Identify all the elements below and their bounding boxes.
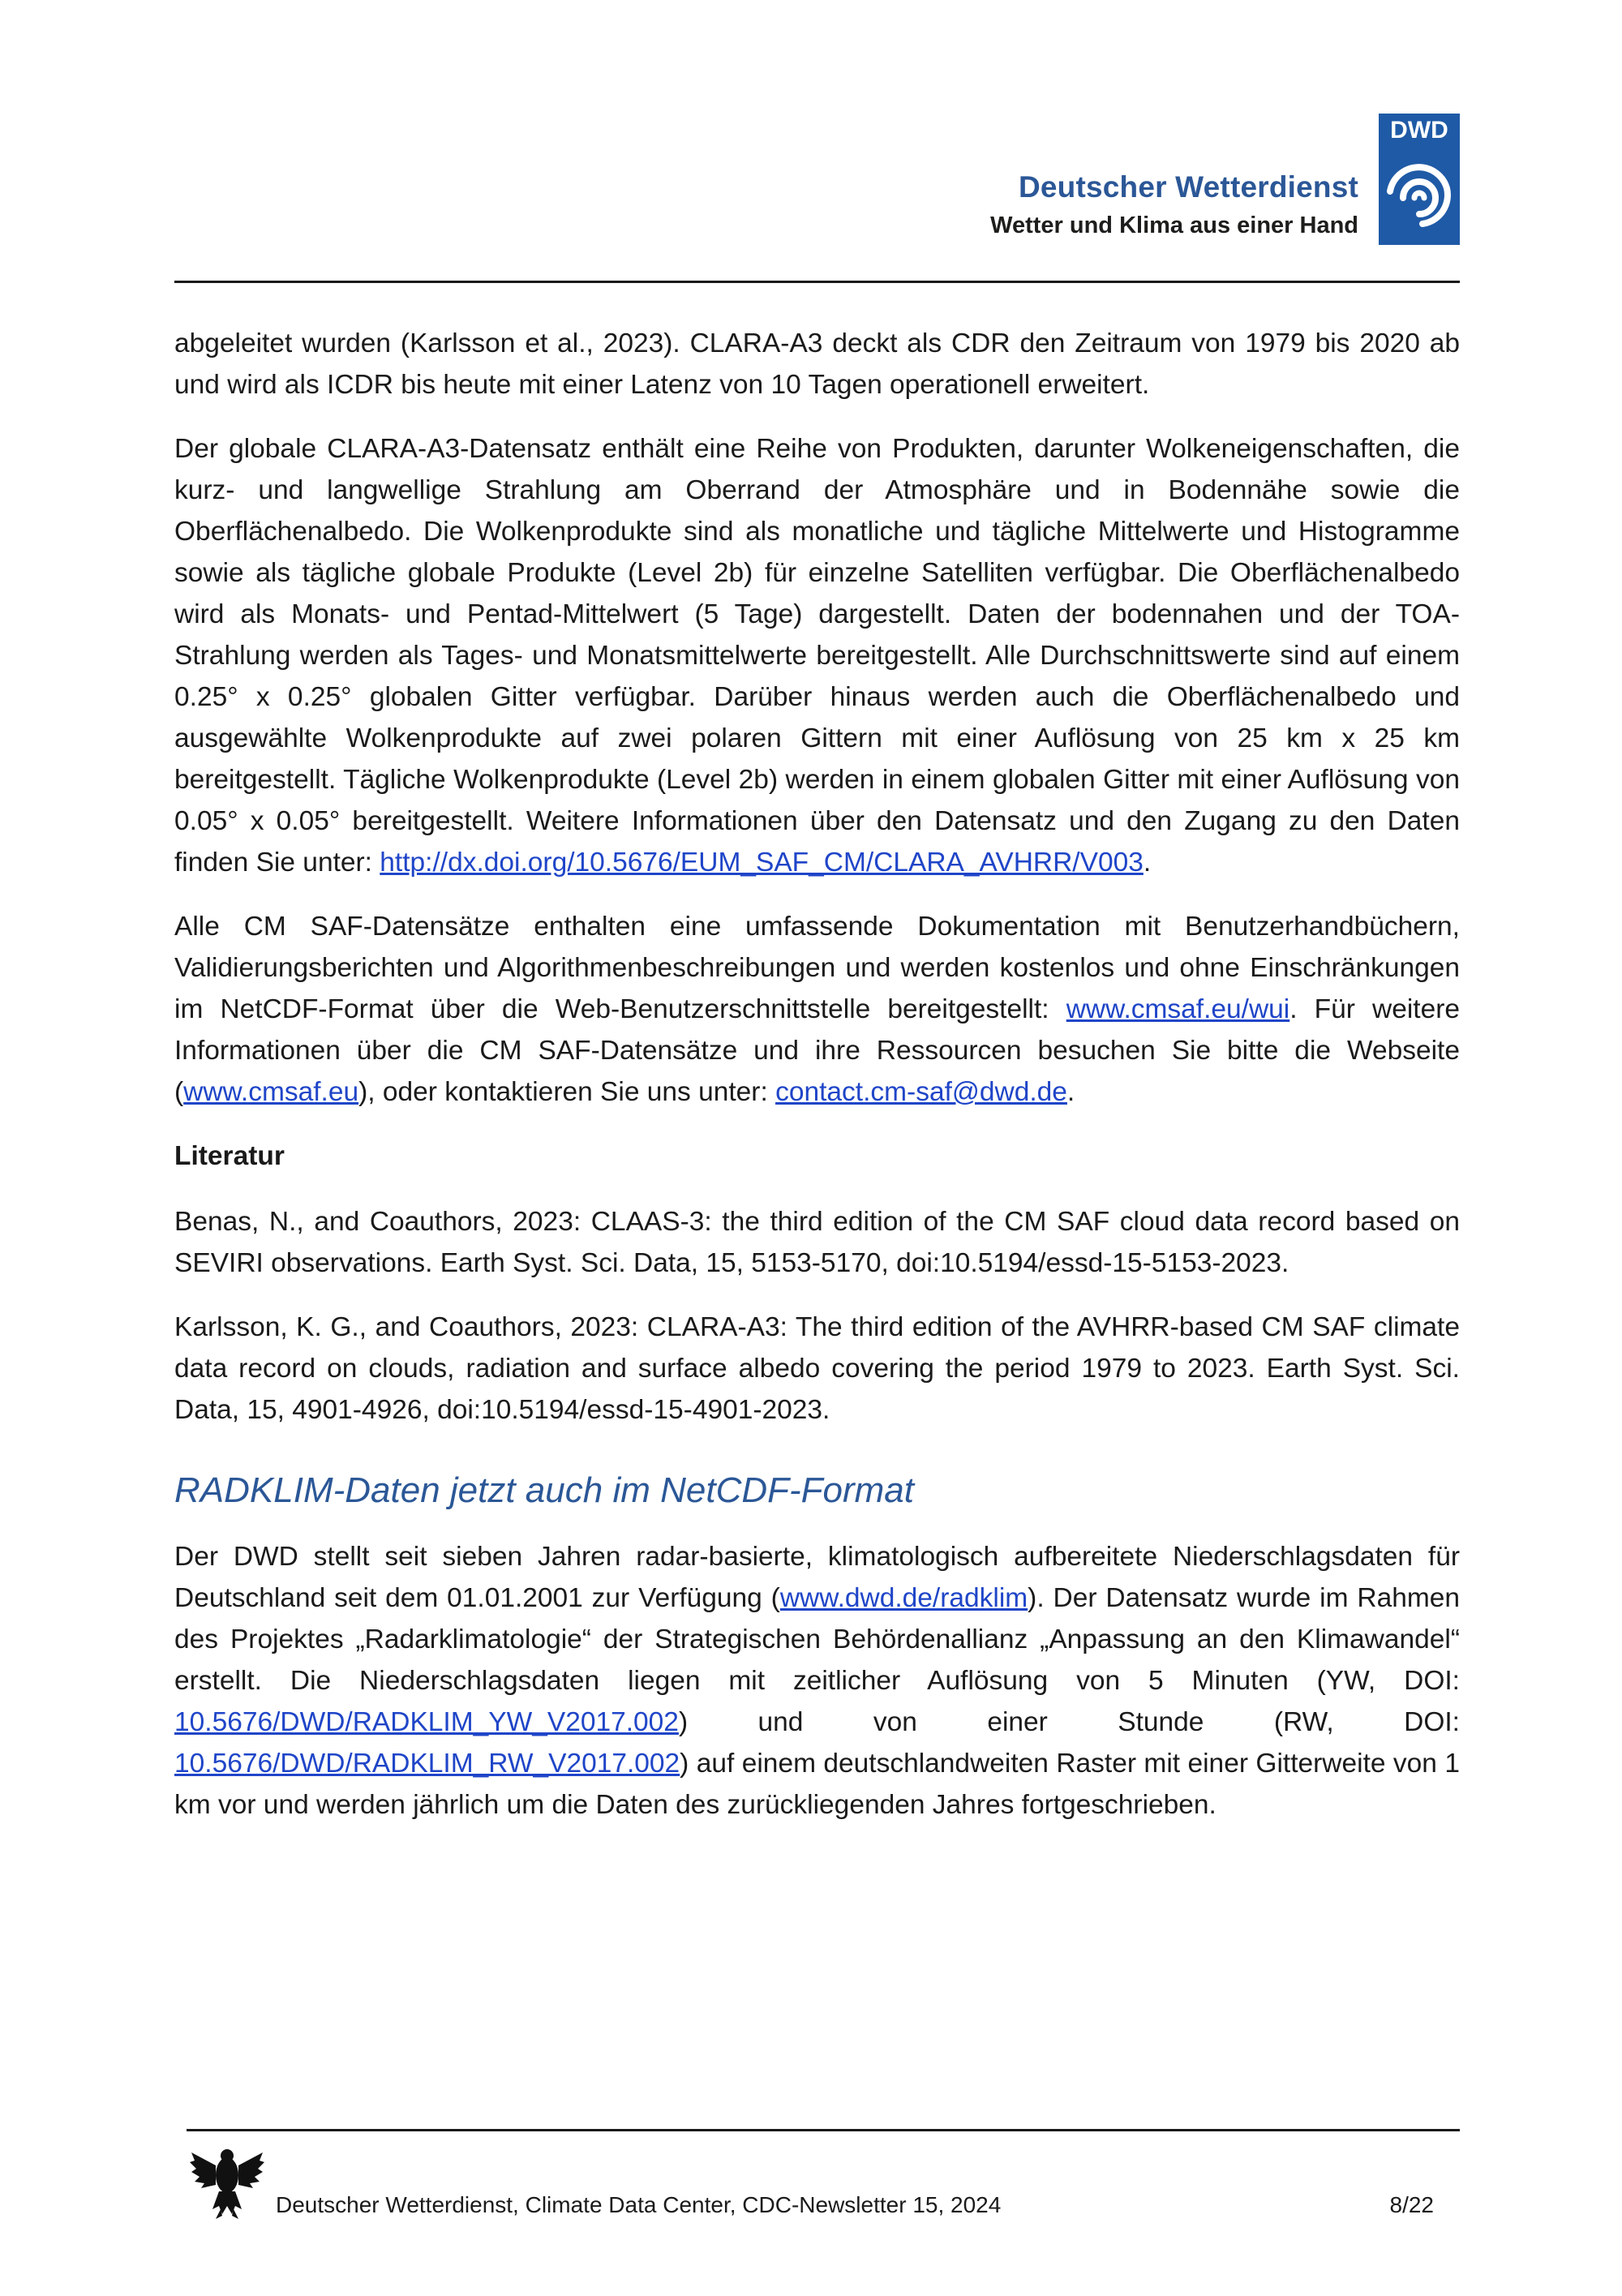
- cmsaf-wui-link[interactable]: www.cmsaf.eu/wui: [1066, 994, 1290, 1024]
- paragraph-text: Der globale CLARA-A3-Datensatz enthält eine Reihe von Produkten, darunter Wolkeneigenschaften, die kurz- und langwellige Strahlung am Oberrand der Atmosphäre und in Bodennähe sowie die Oberflächenalbedo. Die Wolkenprodukte sind als monatliche und tägliche Mittelwerte und Histogramme sowie als tägliche globale Produkte (Level 2b) für einzelne Satelliten verfügbar. Die Oberflächenalbedo wird als Monats- und Pentad-Mittelwert (5 Tage) dargestellt. Daten der bodennahen und der TOA-Strahlung werden als Tages- und Monatsmittelwerte bereitgestellt. Alle Durchschnittswerte sind auf einem 0.25° x 0.25° globalen Gitter verfügbar. Darüber hinaus werden auch die Oberflächenalbedo und ausgewählte Wolkenprodukte auf zwei polaren Gittern mit einer Auflösung von 25 km x 25 km bereitgestellt. Tägliche Wolkenprodukte (Level 2b) werden in einem globalen Gitter mit einer Auflösung von 0.05° x 0.05° bereitgestellt. Weitere Informationen über den Datensatz und den Zugang zu den Daten finden Sie unter:: [174, 434, 1460, 878]
- radklim-rw-doi-link[interactable]: 10.5676/DWD/RADKLIM_RW_V2017.002: [174, 1749, 680, 1779]
- contact-email-link[interactable]: contact.cm-saf@dwd.de: [775, 1077, 1067, 1107]
- header-divider: [174, 281, 1460, 283]
- paragraph-text: Alle CM SAF-Datensätze enthalten eine umfassende Dokumentation mit Benutzerhandbüchern, Validierungsberichten und Algorithmenbeschreibungen und werden kostenlos und ohne Einschränkungen im NetCDF-Format über die Web-Benutzerschnittstelle bereitgestellt:: [174, 912, 1460, 1024]
- paragraph-end: .: [1066, 1077, 1075, 1107]
- paragraph-text: ). Der Datensatz wurde im Rahmen des Projektes „Radarklimatologie“ der Strategischen Behördenallianz „Anpassung an den Klimawandel“ erstellt. Die Niederschlagsdaten liegen mit zeitlicher Auflösung von 5 Minuten (YW, DOI:: [174, 1583, 1460, 1696]
- logo-text: DWD: [1390, 117, 1448, 144]
- paragraph-cmsaf-docs: [174, 906, 1460, 1113]
- footer-text: Deutscher Wetterdienst, Climate Data Center, CDC-Newsletter 15, 2024: [276, 2192, 1002, 2217]
- reference-benas: Benas, N., and Coauthors, 2023: CLAAS-3: the third edition of the CM SAF cloud data record based on SEVIRI observations. Earth Syst. Sci. Data, 15, 5153-5170, doi:10.5194/essd-15-5153-2023.: [174, 1207, 1460, 1278]
- literature-heading: Literatur: [174, 1141, 285, 1171]
- reference-karlsson: Karlsson, K. G., and Coauthors, 2023: CLARA-A3: The third edition of the AVHRR-based CM SAF climate data record on clouds, radiation and surface albedo covering the period 1979 to 2023. Earth Syst. Sci. Data, 15, 4901-4926, doi:10.5194/essd-15-4901-2023.: [174, 1312, 1460, 1425]
- federal-eagle-icon: [188, 2141, 266, 2222]
- paragraph-radklim: [174, 1536, 1460, 1826]
- paragraph-text: ) auf einem deutschlandweiten Raster mit einer Gitterweite von 1 km vor und werden jährlich um die Daten des zurückliegenden Jahres fortgeschrieben.: [174, 1749, 1460, 1820]
- brand-block: [990, 170, 1358, 239]
- footer-divider: [187, 2129, 1460, 2131]
- paragraph-clara-products: [174, 428, 1460, 883]
- section-title-radklim: RADKLIM-Daten jetzt auch im NetCDF-Format: [174, 1470, 914, 1510]
- paragraph-text: ) und von einer Stunde (RW, DOI:: [678, 1707, 1460, 1737]
- dwd-spiral-icon: [1379, 149, 1460, 245]
- cmsaf-website-link[interactable]: www.cmsaf.eu: [183, 1077, 359, 1107]
- dwd-logo: [1379, 114, 1460, 245]
- brand-name: Deutscher Wetterdienst: [1018, 170, 1358, 204]
- main-content: [174, 323, 1460, 1848]
- paragraph-text: ), oder kontaktieren Sie uns unter:: [358, 1077, 776, 1107]
- page-header: [174, 114, 1460, 284]
- radklim-link[interactable]: www.dwd.de/radklim: [779, 1583, 1028, 1613]
- page-number: 8/22: [1389, 2192, 1434, 2217]
- paragraph-clara-latency: abgeleitet wurden (Karlsson et al., 2023). CLARA-A3 deckt als CDR den Zeitraum von 1979 bis 2020 ab und wird als ICDR bis heute mit einer Latenz von 10 Tagen operationell erweitert.: [174, 328, 1460, 400]
- brand-tagline: Wetter und Klima aus einer Hand: [990, 212, 1358, 238]
- radklim-yw-doi-link[interactable]: 10.5676/DWD/RADKLIM_YW_V2017.002: [174, 1707, 679, 1737]
- paragraph-text: Der DWD stellt seit sieben Jahren radar-basierte, klimatologisch aufbereitete Niederschlagsdaten für Deutschland seit dem 01.01.2001 zur Verfügung (: [174, 1542, 1460, 1613]
- paragraph-text: . Für weitere Informationen über die CM SAF-Datensätze und ihre Ressourcen besuchen Sie bitte die Webseite (: [174, 994, 1460, 1107]
- clara-doi-link[interactable]: http://dx.doi.org/10.5676/EUM_SAF_CM/CLARA_AVHRR/V003: [380, 848, 1144, 878]
- paragraph-end: .: [1143, 848, 1152, 878]
